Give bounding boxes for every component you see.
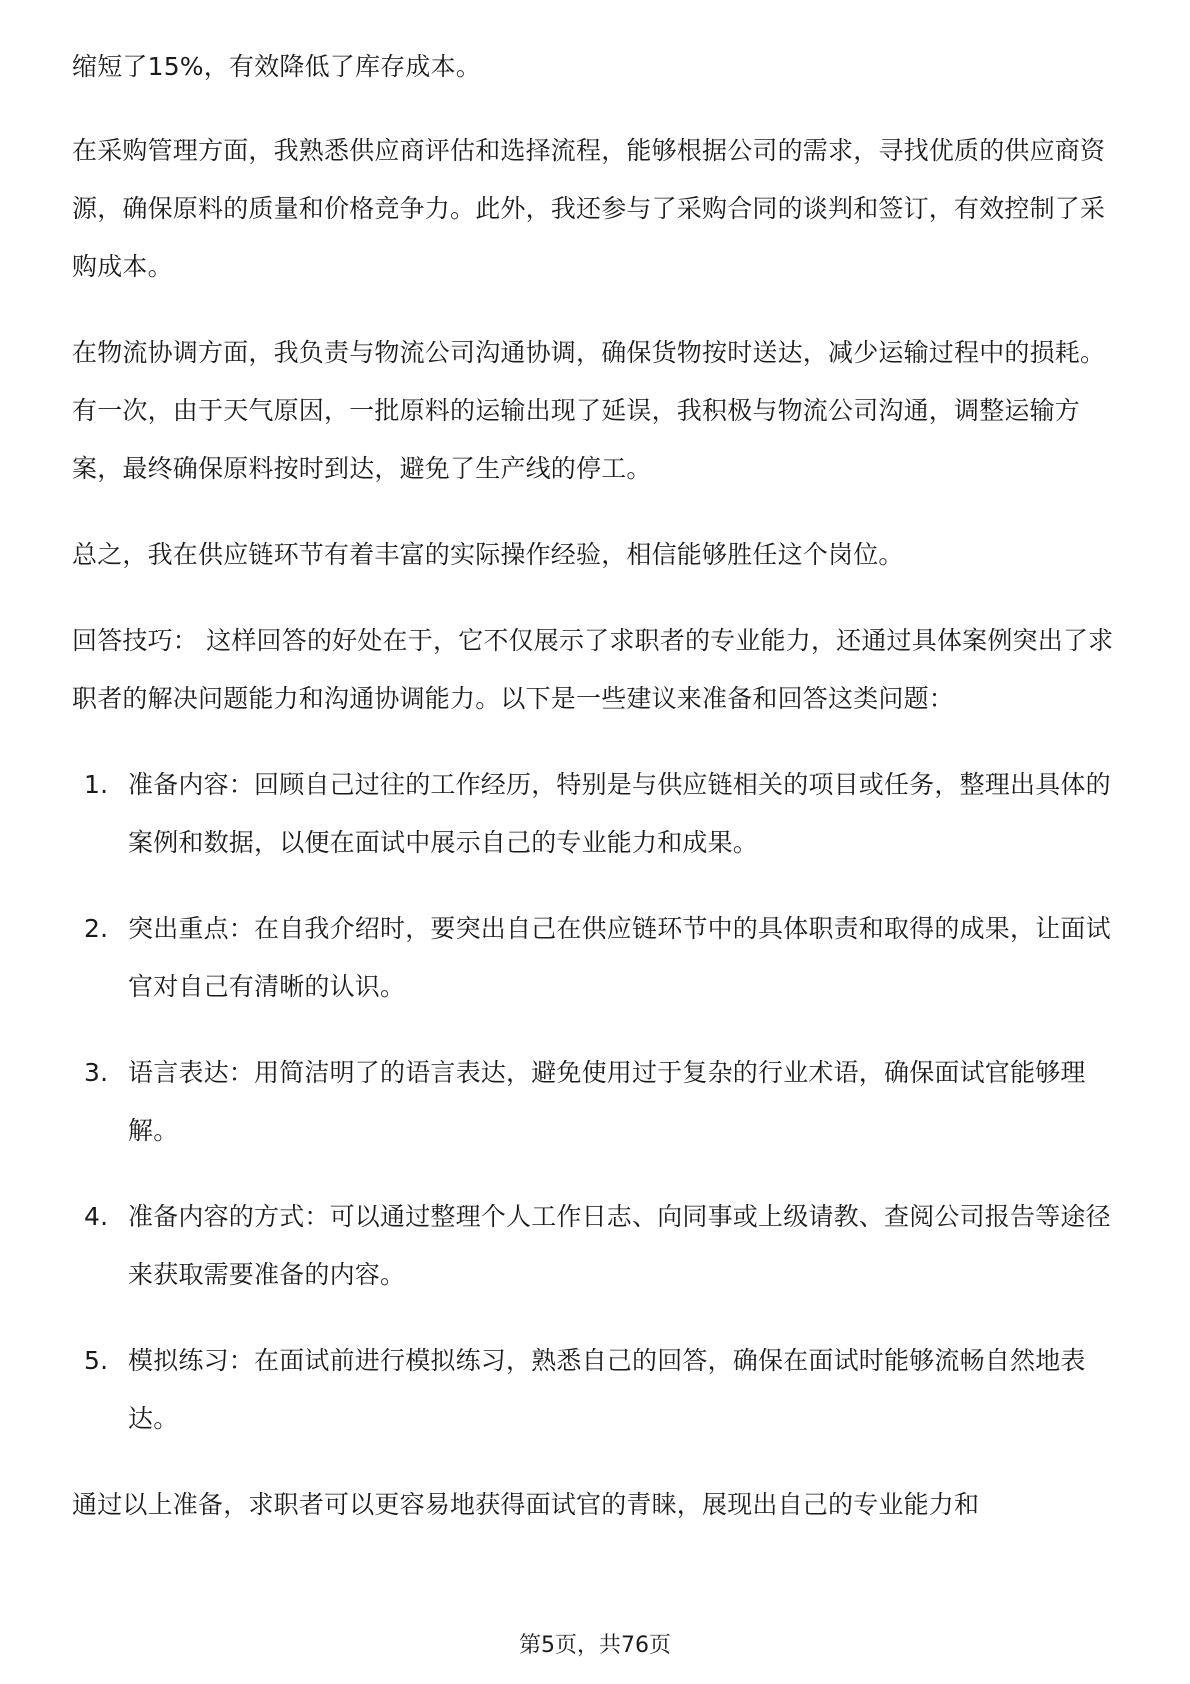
list-number: 2. — [84, 914, 109, 943]
tips-list — [72, 756, 1124, 1448]
paragraph-procurement: 在采购管理方面，我熟悉供应商评估和选择流程，能够根据公司的需求，寻找优质的供应商资源，确保原料的质量和价格竞争力。此外，我还参与了采购合同的谈判和签订，有效控制了采购成本。 — [72, 136, 1106, 281]
list-item-text: 模拟练习：在面试前进行模拟练习，熟悉自己的回答，确保在面试时能够流畅自然地表达。 — [128, 1346, 1086, 1433]
list-item-text: 准备内容：回顾自己过往的工作经历，特别是与供应链相关的项目或任务，整理出具体的案例和数据，以便在面试中展示自己的专业能力和成果。 — [128, 770, 1111, 857]
list-number: 1. — [84, 770, 109, 799]
page-content — [72, 38, 1124, 1562]
list-item — [72, 900, 1124, 1016]
list-number: 4. — [84, 1202, 109, 1231]
list-number: 3. — [84, 1058, 109, 1087]
list-number: 5. — [84, 1346, 109, 1375]
paragraph-logistics: 在物流协调方面，我负责与物流公司沟通协调，确保货物按时送达，减少运输过程中的损耗。有一次，由于天气原因，一批原料的运输出现了延误，我积极与物流公司沟通，调整运输方案，最终确保原料按时到达，避免了生产线的停工。 — [72, 338, 1106, 483]
list-item-text: 突出重点：在自我介绍时，要突出自己在供应链环节中的具体职责和取得的成果，让面试官对自己有清晰的认识。 — [128, 914, 1111, 1001]
list-item-text: 准备内容的方式：可以通过整理个人工作日志、向同事或上级请教、查阅公司报告等途径来获取需要准备的内容。 — [128, 1202, 1111, 1289]
paragraph-summary: 总之，我在供应链环节有着丰富的实际操作经验，相信能够胜任这个岗位。 — [72, 540, 904, 569]
list-item — [72, 1044, 1124, 1160]
list-item — [72, 1332, 1124, 1448]
paragraph-closing: 通过以上准备，求职者可以更容易地获得面试官的青睐，展现出自己的专业能力和 — [72, 1490, 980, 1519]
page-number-footer: 第5页，共76页 — [519, 1633, 671, 1658]
list-item — [72, 756, 1124, 872]
paragraph-continued: 缩短了15%，有效降低了库存成本。 — [72, 52, 481, 81]
paragraph-answer-tips: 回答技巧： 这样回答的好处在于，它不仅展示了求职者的专业能力，还通过具体案例突出了求职者的解决问题能力和沟通协调能力。以下是一些建议来准备和回答这类问题： — [72, 626, 1114, 713]
list-item — [72, 1188, 1124, 1304]
list-item-text: 语言表达：用简洁明了的语言表达，避免使用过于复杂的行业术语，确保面试官能够理解。 — [128, 1058, 1086, 1145]
